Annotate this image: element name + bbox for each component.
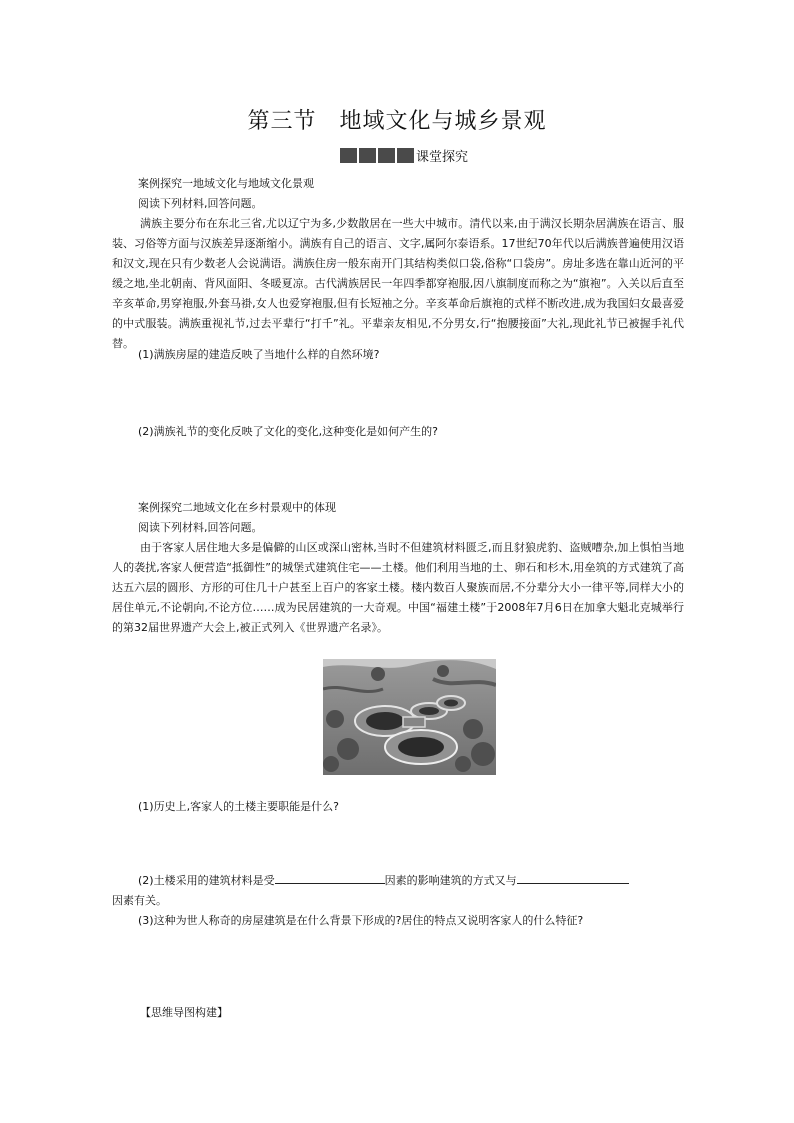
section-header (340, 145, 468, 165)
answer-blank-2[interactable] (517, 871, 629, 884)
case2-heading: 案例探究二地域文化在乡村景观中的体现 (138, 501, 336, 514)
mindmap-heading: 【思维导图构建】 (140, 1006, 228, 1019)
case2-question-2-line1 (138, 871, 629, 891)
section-decoration-blocks (340, 148, 414, 163)
case1-question-1: (1)满族房屋的建造反映了当地什么样的自然环境? (138, 348, 380, 361)
case2-q2-part-b: 因素的影响建筑的方式又与 (384, 874, 517, 887)
case1-instruction: 阅读下列材料,回答问题。 (138, 197, 263, 210)
tulou-photo (323, 659, 496, 775)
case1-question-2: (2)满族礼节的变化反映了文化的变化,这种变化是如何产生的? (138, 425, 438, 438)
case2-paragraph: 由于客家人居住地大多是偏僻的山区或深山密林,当时不但建筑材料匮乏,而且豺狼虎豹、盗贼嘈杂,加上惧怕当地人的袭扰,客家人便营造“抵御性”的城堡式建筑住宅——土楼。他们利用当地的土、卵石和杉木,用垒筑的方式建筑了高达五六层的圆形、方形的可住几十户甚至上百户的客家土楼。楼内数百人聚族而居,不分辈分大小一律平等,同样大小的居住单元,不论朝向,不论方位……成为民居建筑的一大奇观。中国“福建土楼”于2008年7月6日在加拿大魁北克城举行的第32届世界遗产大会上,被正式列入《世界遗产名录》。 (112, 541, 684, 634)
answer-blank-1[interactable] (275, 871, 385, 884)
case2-instruction: 阅读下列材料,回答问题。 (138, 521, 263, 534)
case2-question-3: (3)这种为世人称奇的房屋建筑是在什么背景下形成的?居住的特点又说明客家人的什么特征? (138, 914, 584, 927)
page-title: 第三节 地域文化与城乡景观 (247, 109, 547, 134)
section-label: 课堂探究 (416, 149, 469, 165)
case2-question-1: (1)历史上,客家人的土楼主要职能是什么? (138, 800, 339, 813)
case1-paragraph: 满族主要分布在东北三省,尤以辽宁为多,少数散居在一些大中城市。清代以来,由于满汉长期杂居满族在语言、服装、习俗等方面与汉族差异逐渐缩小。满族有自己的语言、文字,属阿尔泰语系。17世纪70年代以后满族普遍使用汉语和汉文,现在只有少数老人会说满语。满族住房一般东南开门其结构类似口袋,俗称“口袋房”。房址多选在靠山近河的平缓之地,坐北朝南、背风面阳、冬暖夏凉。古代满族居民一年四季都穿袍服,因八旗制度而称之为“旗袍”。入关以后直至辛亥革命,男穿袍服,外套马褂,女人也爱穿袍服,但有长短袖之分。辛亥革命后旗袍的式样不断改进,成为我国妇女最喜爱的中式服装。满族重视礼节,过去平辈行“打千”礼。平辈亲友相见,不分男女,行“抱腰接面”大礼,现此礼节已被握手礼代替。 (112, 217, 684, 350)
case2-q2-part-c: 因素有关。 (112, 894, 167, 907)
case2-q2-part-a: (2)土楼采用的建筑材料是受 (138, 874, 275, 887)
case1-heading: 案例探究一地域文化与地域文化景观 (138, 177, 314, 190)
